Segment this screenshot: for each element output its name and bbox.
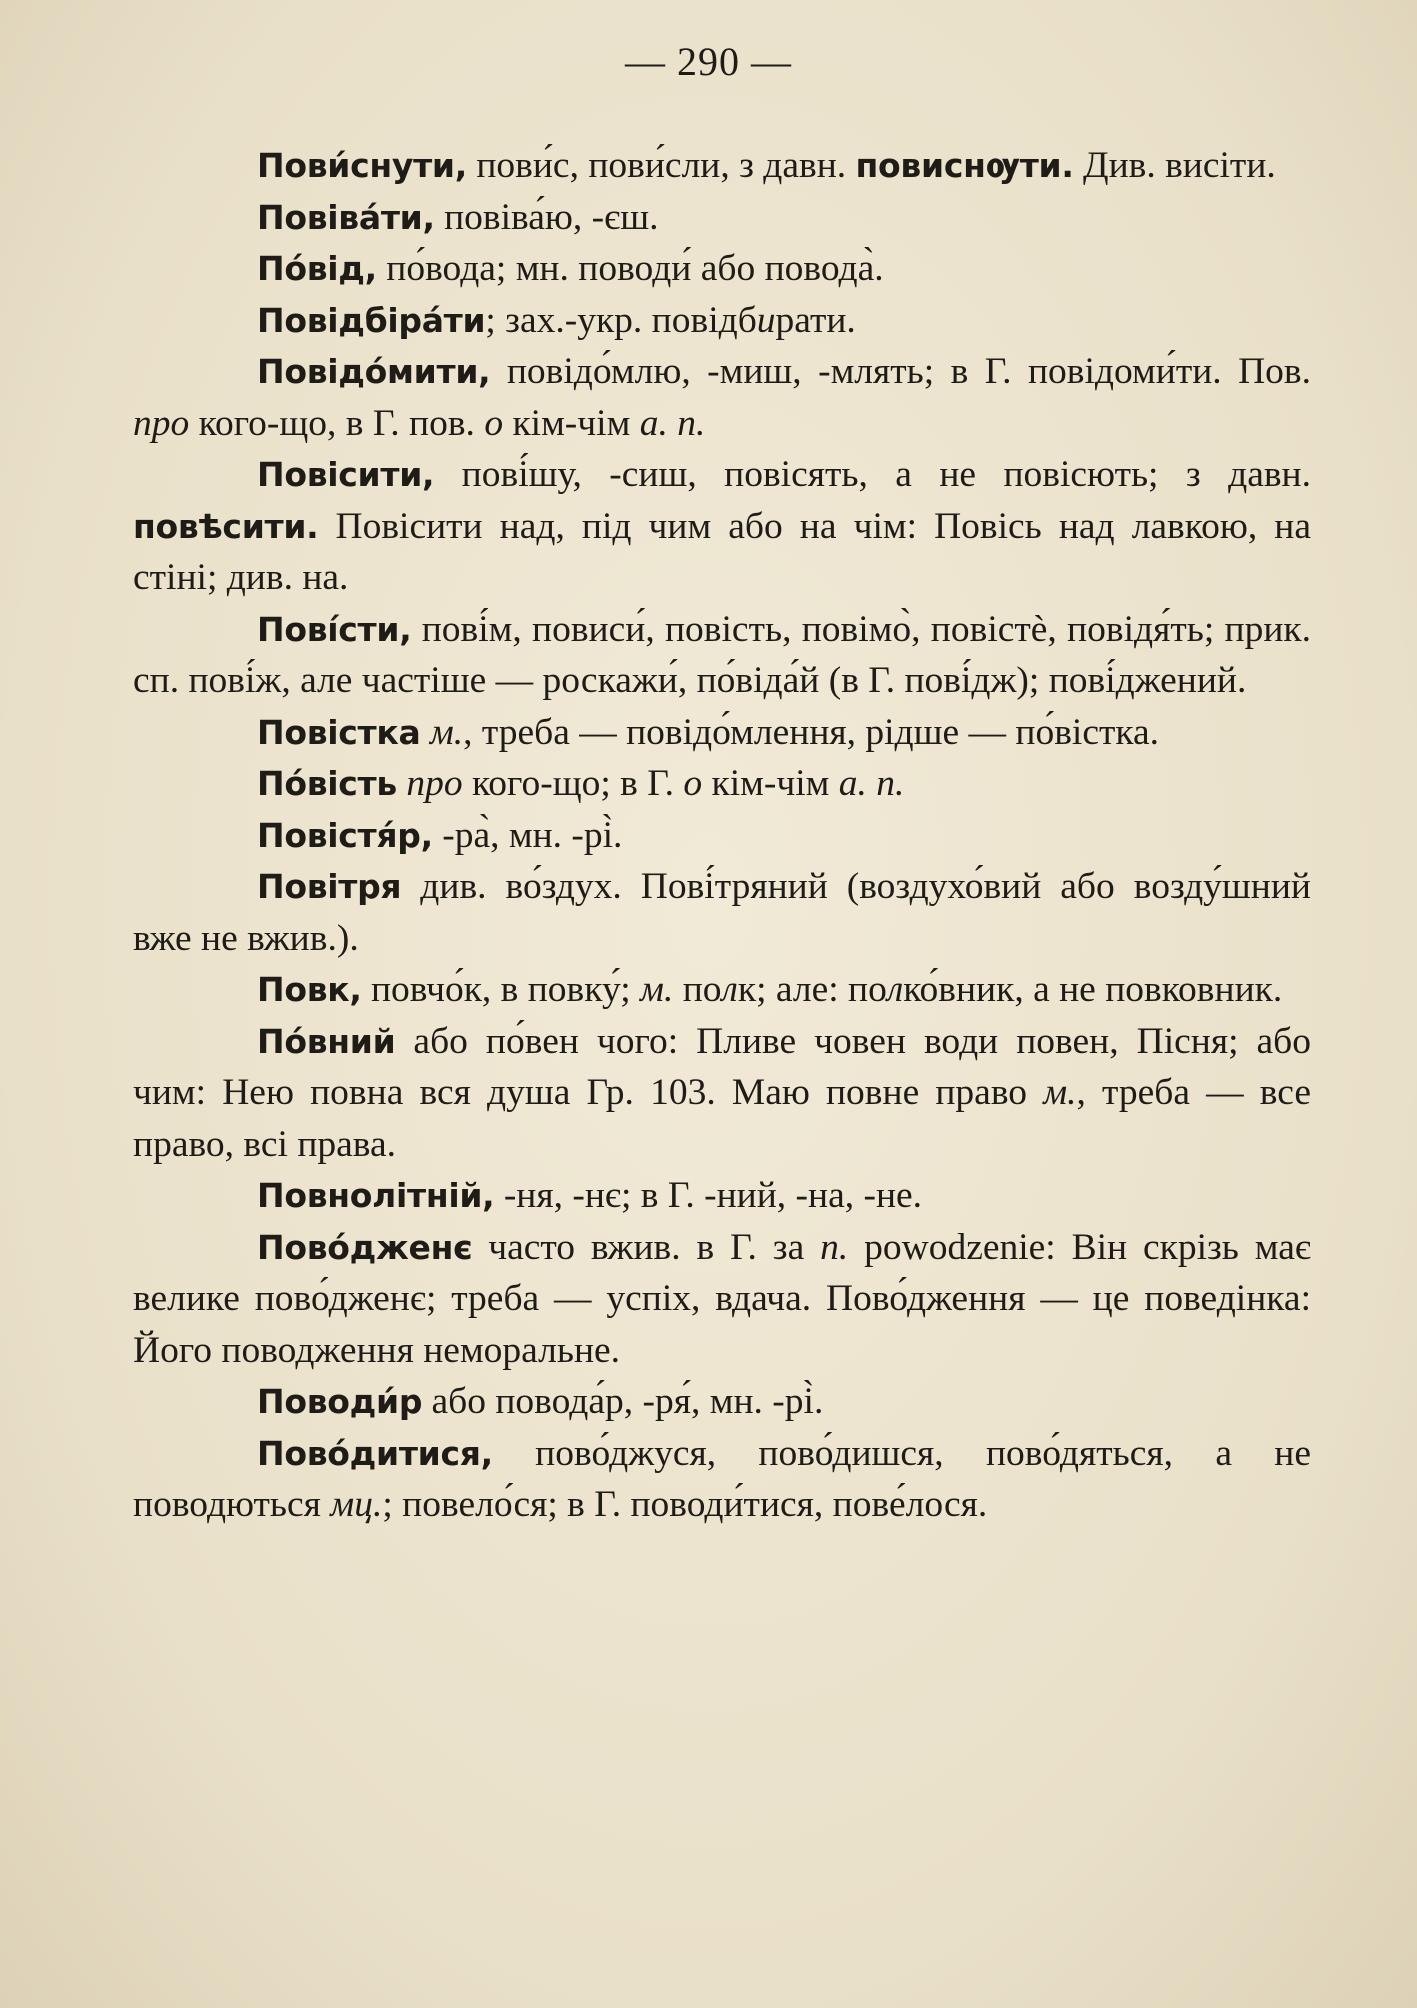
entry-text: кого-що, в Г. пов.	[189, 402, 485, 444]
entry-text: к; але: по	[737, 969, 887, 1010]
italic-text: л	[721, 969, 738, 1010]
entry-text: -ня, -нє; в Г. -ний, -на, -не.	[494, 1175, 923, 1216]
entry-text: або повода́р, -ря́, мн. -рі̀.	[422, 1381, 824, 1422]
headword: Пові́сти,	[257, 609, 412, 649]
headword: Пови́снути,	[257, 146, 467, 185]
italic-text: м.	[640, 969, 674, 1010]
dictionary-entry	[133, 1016, 1311, 1171]
italic-text: а. п.	[838, 763, 905, 804]
entry-text: , треба — все право, всі права.	[133, 1072, 1311, 1165]
headword: По́вість	[257, 764, 397, 803]
entry-text: або по́вен чого: Пливе човен води повен, Пісня; або чим: Нею повна вся душа Гр. 103. Маю повне право	[133, 1020, 1311, 1113]
dictionary-entry	[133, 604, 1311, 707]
dictionary-entry	[133, 449, 1311, 604]
entry-text: пові́м, повиси́, повість, повімо̀, повістѐ, повідя́ть; прик. сп. пові́ж, але частіше — роскажи́, по́віда́й (в Г. пові́дж); пові́джений.	[133, 608, 1311, 701]
headword: Повістя́р,	[257, 815, 433, 855]
headword: повиснѹти.	[855, 146, 1074, 185]
headword: Повістка	[257, 712, 421, 752]
italic-text: а. п.	[639, 402, 706, 444]
italic-text: п.	[820, 1226, 849, 1268]
entry-text: по́вода; мн. поводи́ або повода̀.	[376, 248, 884, 289]
entry-text: часто вжив. в Г. за	[472, 1226, 821, 1268]
dictionary-entry	[133, 140, 1311, 192]
dictionary-entry	[133, 243, 1311, 295]
italic-text: про	[133, 402, 190, 444]
dictionary-entry	[133, 758, 1311, 810]
headword: Поводи́р	[257, 1382, 423, 1421]
headword: Повідбіра́ти	[257, 300, 486, 340]
dictionary-entry	[133, 1376, 1311, 1428]
entry-text: по	[673, 969, 722, 1010]
headword: Повісити,	[257, 455, 435, 494]
italic-text: про	[406, 763, 463, 804]
entry-text: кого-що; в Г.	[462, 763, 684, 804]
dictionary-entry	[133, 1170, 1311, 1222]
entry-text: див. во́здух. Пові́тряний (воздухо́вий або возду́шний вже не вжив.).	[133, 866, 1311, 959]
italic-text: и	[756, 299, 776, 341]
italic-text: о	[683, 763, 703, 804]
entry-text: повчо́к, в повку́;	[361, 969, 641, 1010]
headword: Пово́дитися,	[257, 1433, 493, 1473]
dictionary-entry	[133, 192, 1311, 244]
dictionary-entry	[133, 1428, 1311, 1531]
entry-text	[420, 712, 429, 753]
entry-text: рати.	[775, 299, 856, 341]
dictionary-entry	[133, 1222, 1311, 1377]
dictionary-entry	[133, 346, 1311, 449]
entry-text: powodzenie: Він скрізь має велике пово́дженє; треба — успіх, вдача. Пово́дження — це поведінка: Його поводження неморальне.	[133, 1226, 1311, 1371]
headword: повѣсити.	[133, 506, 319, 546]
entry-text: кім-чім	[503, 402, 640, 444]
entry-text	[397, 763, 406, 804]
entry-text: Див. висіти.	[1073, 145, 1276, 186]
entry-text: ; зах.-укр. повідб	[485, 299, 757, 341]
dictionary-entry	[133, 707, 1311, 759]
dictionary-entry	[133, 964, 1311, 1016]
entry-text: пові́шу, -сиш, повісять, а не повісють; з давн.	[434, 454, 1311, 495]
italic-text: м.	[429, 711, 464, 753]
headword: Повнолітній,	[257, 1176, 495, 1215]
entry-text: ; повело́ся; в Г. поводи́тися, пове́лося.	[382, 1484, 988, 1525]
dictionary-entries	[133, 140, 1311, 1531]
page-number: — 290 —	[625, 39, 792, 84]
entry-text: Повісити над, під чим або на чім: Повісь над лавкою, на стіні; див. на.	[133, 505, 1311, 598]
headword: Повідо́мити,	[257, 352, 491, 391]
headword: Повк,	[257, 970, 362, 1009]
entry-text: , треба — повідо́млення, рідше — по́вістка.	[463, 711, 1160, 753]
italic-text: л	[886, 969, 904, 1010]
entry-text: повіва́ю, -єш.	[434, 196, 659, 238]
italic-text: о	[484, 402, 504, 444]
italic-text: мц.	[330, 1484, 383, 1525]
entry-text: кім-чім	[702, 763, 839, 804]
headword: По́вний	[257, 1021, 396, 1061]
entry-text: пови́с, пови́сли, з давн.	[466, 145, 856, 186]
entry-text: -ра̀, мн. -рі̀.	[432, 814, 623, 856]
entry-text: пово́джуся, пово́дишся, пово́дяться, а не поводються	[133, 1432, 1311, 1525]
headword: Пово́дженє	[257, 1227, 473, 1267]
headword: По́від,	[257, 249, 377, 288]
entry-text: повідо́млю, -миш, -млять; в Г. повідоми́ти. Пов.	[490, 351, 1311, 392]
italic-text: м.	[1043, 1072, 1077, 1113]
headword: Повітря	[257, 867, 402, 906]
headword: Повіва́ти,	[257, 197, 435, 237]
dictionary-entry	[133, 295, 1311, 347]
dictionary-entry	[133, 810, 1311, 862]
dictionary-entry	[133, 861, 1311, 964]
entry-text: ко́вник, а не повковник.	[903, 969, 1283, 1010]
